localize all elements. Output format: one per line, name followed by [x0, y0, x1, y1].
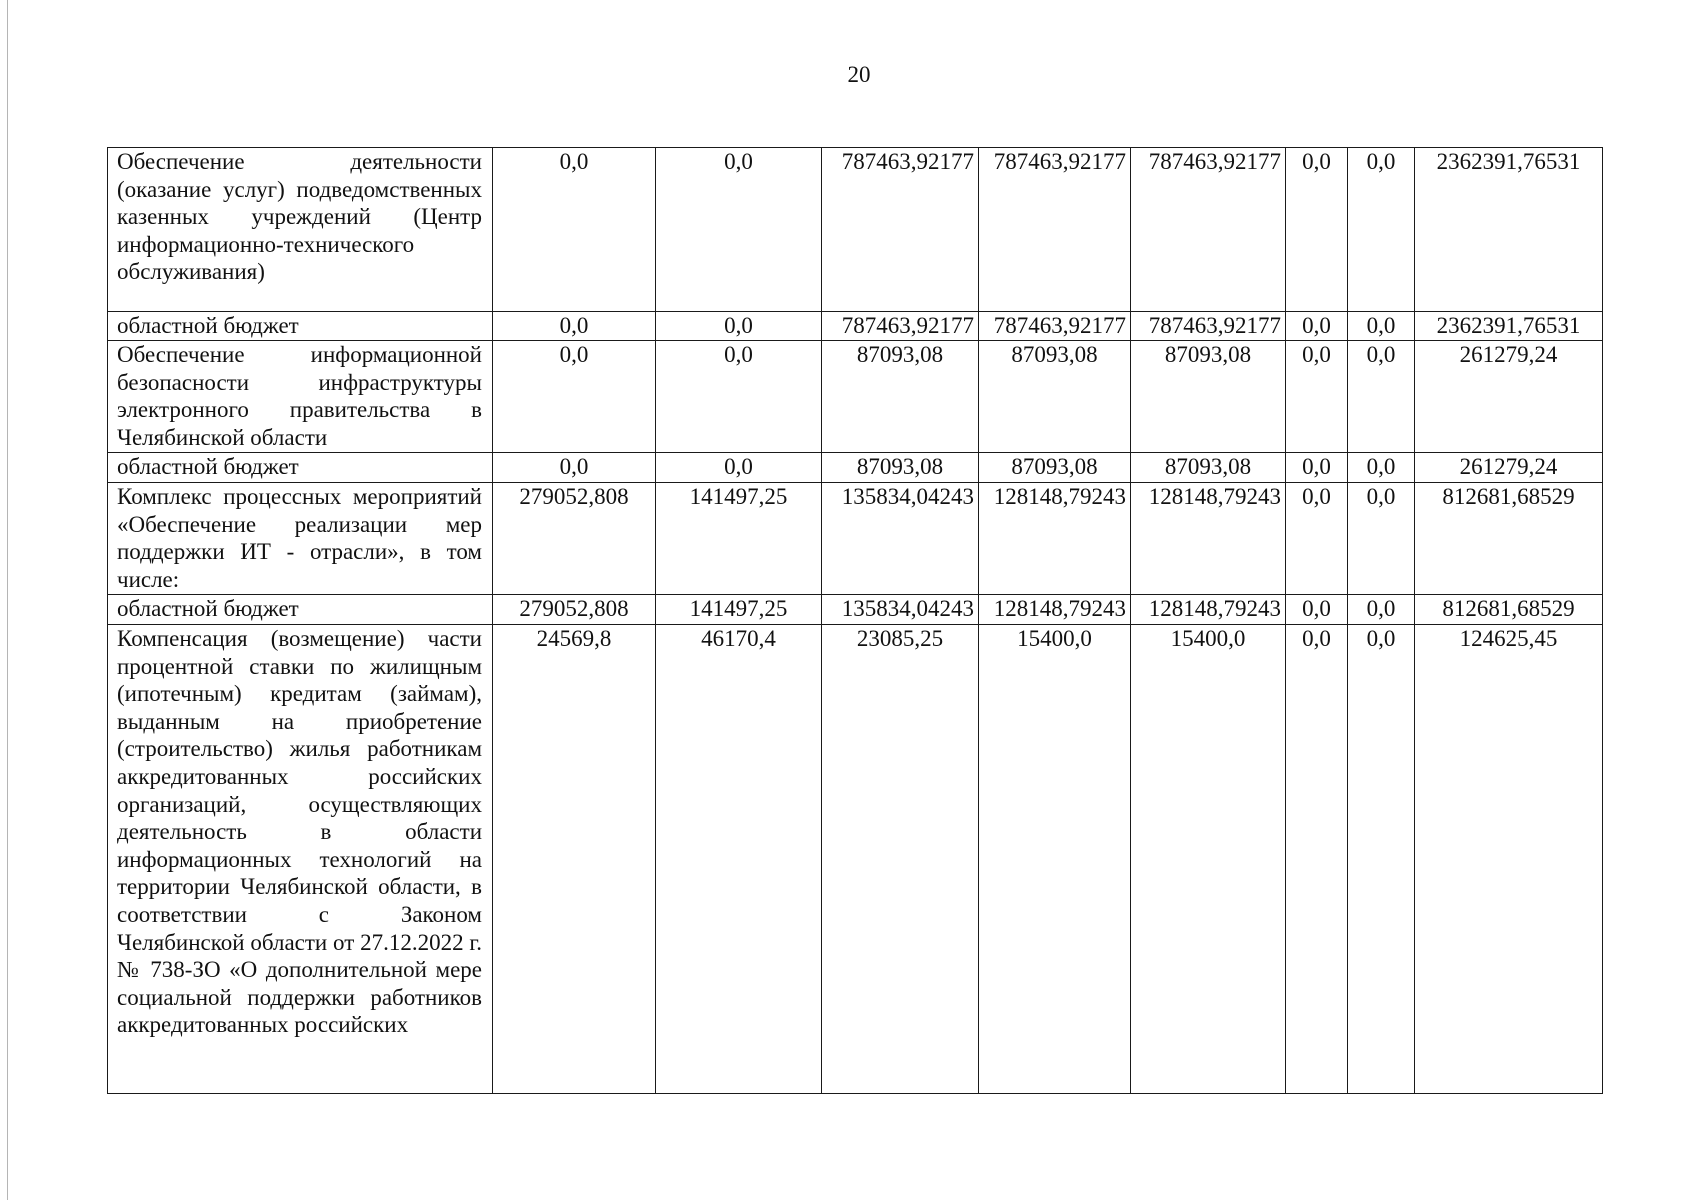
value-cell: 0,0: [1348, 595, 1415, 625]
value-cell: 787463,92177: [1131, 148, 1286, 312]
value-cell: 0,0: [1348, 483, 1415, 595]
row-name-cell: областной бюджет: [108, 595, 493, 625]
total-cell: 261279,24: [1415, 341, 1603, 453]
value-cell: 15400,0: [979, 625, 1131, 1094]
value-cell: 787463,92177: [979, 148, 1131, 312]
value-cell: 0,0: [656, 341, 822, 453]
row-name-cell: Обеспечение информационной безопасности инфраструктуры электронного правительства в Челябинской области: [108, 341, 493, 453]
value-cell: 141497,25: [656, 483, 822, 595]
value-cell: 0,0: [1286, 453, 1348, 483]
value-cell: 787463,92177: [822, 312, 979, 341]
value-cell: 0,0: [493, 148, 656, 312]
value-cell: 128148,79243: [1131, 483, 1286, 595]
value-cell: 279052,808: [493, 483, 656, 595]
value-cell: 0,0: [656, 148, 822, 312]
scan-edge-line: [7, 0, 8, 1200]
value-cell: 128148,79243: [1131, 595, 1286, 625]
value-cell: 0,0: [1348, 312, 1415, 341]
value-cell: 0,0: [1348, 341, 1415, 453]
total-cell: 2362391,76531: [1415, 312, 1603, 341]
value-cell: 0,0: [1286, 595, 1348, 625]
value-cell: 0,0: [1348, 148, 1415, 312]
value-cell: 87093,08: [979, 341, 1131, 453]
table-row: [108, 625, 1603, 1094]
table-row: [108, 595, 1603, 625]
value-cell: 0,0: [1286, 148, 1348, 312]
value-cell: 128148,79243: [979, 483, 1131, 595]
total-cell: 2362391,76531: [1415, 148, 1603, 312]
row-name-cell: Компенсация (возмещение) части процентной ставки по жилищным (ипотечным) кредитам (займам), выданным на приобретение (строительство) жилья работникам аккредитованных российских организаций, осуществляющих деятельность в области информационных технологий на территории Челябинской области, в соответствии с Законом Челябинской области от 27.12.2022 г. № 738-ЗО «О дополнительной мере социальной поддержки работников аккредитованных российских: [108, 625, 493, 1094]
row-name-cell: областной бюджет: [108, 453, 493, 483]
value-cell: 0,0: [656, 453, 822, 483]
value-cell: 0,0: [1286, 341, 1348, 453]
value-cell: 0,0: [493, 341, 656, 453]
value-cell: 0,0: [493, 453, 656, 483]
budget-table: [107, 147, 1603, 1094]
value-cell: 787463,92177: [1131, 312, 1286, 341]
value-cell: 23085,25: [822, 625, 979, 1094]
value-cell: 0,0: [1286, 312, 1348, 341]
total-cell: 261279,24: [1415, 453, 1603, 483]
value-cell: 135834,04243: [822, 483, 979, 595]
value-cell: 15400,0: [1131, 625, 1286, 1094]
value-cell: 0,0: [656, 312, 822, 341]
table-row: [108, 312, 1603, 341]
value-cell: 0,0: [1348, 625, 1415, 1094]
value-cell: 141497,25: [656, 595, 822, 625]
row-name-cell: Обеспечение деятельности (оказание услуг) подведомственных казенных учреждений (Центр информационно-технического обслуживания): [108, 148, 493, 312]
table-row: [108, 341, 1603, 453]
value-cell: 24569,8: [493, 625, 656, 1094]
total-cell: 124625,45: [1415, 625, 1603, 1094]
value-cell: 87093,08: [1131, 453, 1286, 483]
value-cell: 135834,04243: [822, 595, 979, 625]
value-cell: 787463,92177: [822, 148, 979, 312]
value-cell: 87093,08: [822, 341, 979, 453]
row-name-cell: Комплекс процессных мероприятий «Обеспечение реализации мер поддержки ИТ - отрасли», в том числе:: [108, 483, 493, 595]
total-cell: 812681,68529: [1415, 595, 1603, 625]
value-cell: 279052,808: [493, 595, 656, 625]
table-row: [108, 483, 1603, 595]
value-cell: 46170,4: [656, 625, 822, 1094]
value-cell: 128148,79243: [979, 595, 1131, 625]
value-cell: 0,0: [1286, 625, 1348, 1094]
table-row: [108, 453, 1603, 483]
value-cell: 87093,08: [822, 453, 979, 483]
total-cell: 812681,68529: [1415, 483, 1603, 595]
table-row: [108, 148, 1603, 312]
row-name-cell: областной бюджет: [108, 312, 493, 341]
value-cell: 0,0: [1348, 453, 1415, 483]
value-cell: 787463,92177: [979, 312, 1131, 341]
value-cell: 0,0: [1286, 483, 1348, 595]
value-cell: 0,0: [493, 312, 656, 341]
value-cell: 87093,08: [979, 453, 1131, 483]
page-number: 20: [847, 62, 871, 87]
value-cell: 87093,08: [1131, 341, 1286, 453]
